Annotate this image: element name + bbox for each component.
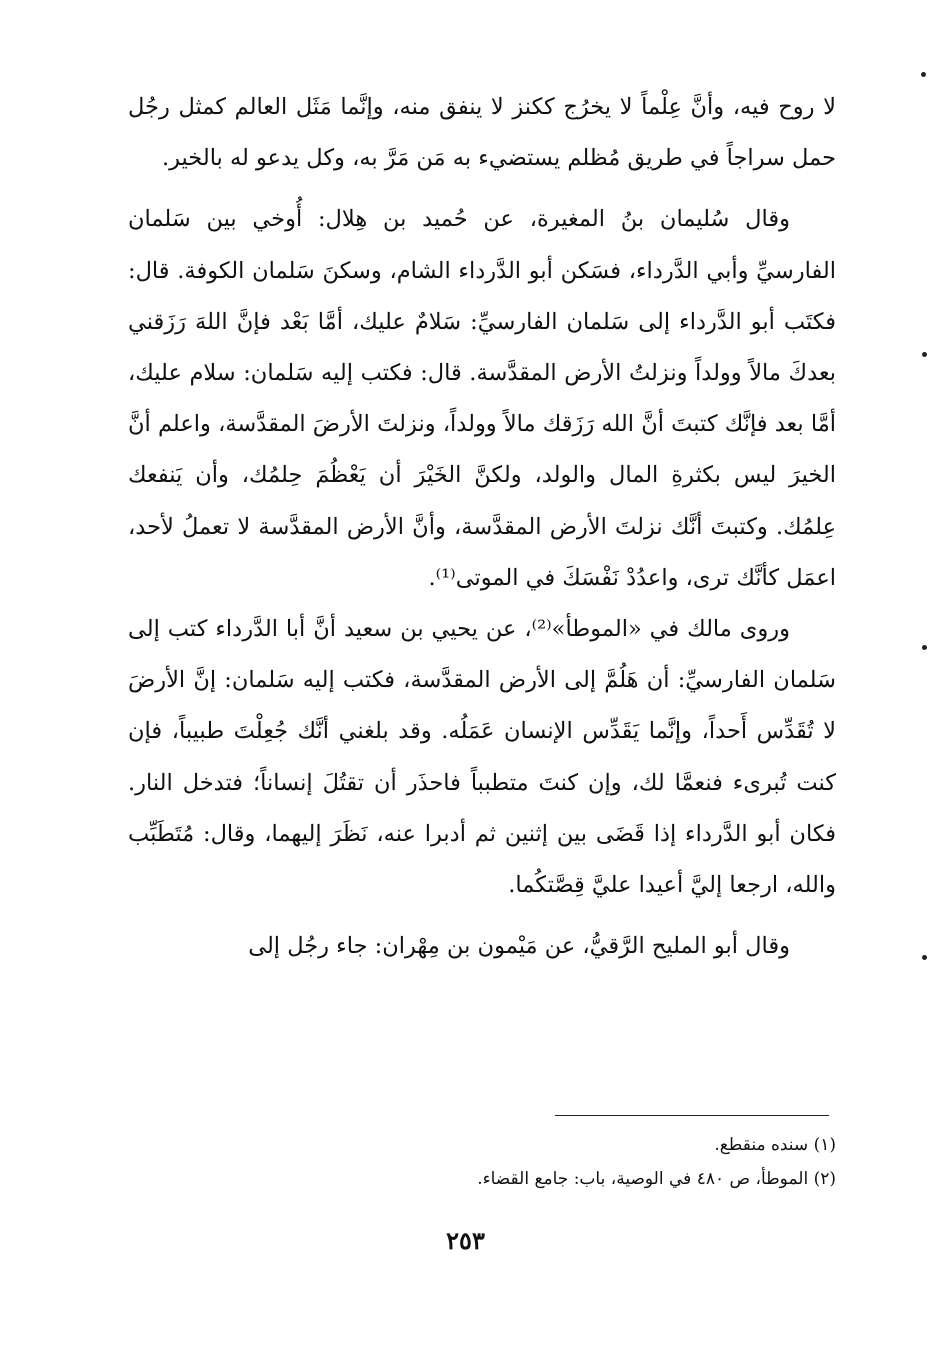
footnotes — [128, 1128, 836, 1196]
scan-mark — [922, 645, 927, 650]
paragraph-1: لا روح فيه، وأنَّ عِلْماً لا يخرُج ككنز لا ينفق منه، وإنَّما مَثَل العالم كمثل رجُل حمل سراجاً في طريق مُظلم يستضيء به مَن مَرَّ به، وكل يدعو له بالخير. — [128, 94, 836, 172]
footnote-divider — [555, 1115, 829, 1116]
footnote-1: (١) سنده منقطع. — [714, 1135, 836, 1155]
paragraph-3: وروى مالك في «الموطأ»⁽²⁾، عن يحيي بن سعيد أنَّ أبا الدَّرداء كتب إلى سَلمان الفارسيِّ: أن هَلُمَّ إلى الأرض المقدَّسة، فكتب إليه سَلمان: إنَّ الأرضَ لا تُقَدِّس أَحداً، وإنَّما يَقَدِّس الإنسان عَمَلُه. وقد بلغني أنَّك جُعِلْتَ طبيباً، فإن كنت تُبرىء فنعمَّا لك، وإن كنتَ متطبباً فاحذَر أن تقتُلَ إنساناً؛ فتدخل النار. فكان أبو الدَّرداء إذا قَضَى بين إثنين ثم أدبرا عنه، نَظَرَ إليهما، وقال: مُتَطَبِّب والله، ارجعا إليَّ أعيدا عليَّ قِصَّتكُما. — [128, 616, 836, 899]
paragraph-4: وقال أبو المليح الرَّقيُّ، عن مَيْمون بن مِهْران: جاء رجُل إلى — [248, 933, 790, 960]
scan-mark — [922, 352, 927, 357]
page-number: ٢٥٣ — [446, 1226, 485, 1255]
footnote-2: (٢) الموطأ، ص ٤٨٠ في الوصية، باب: جامع القضاء. — [477, 1169, 836, 1189]
scan-mark — [921, 72, 926, 77]
main-text — [128, 82, 836, 972]
paragraph-2: وقال سُليمان بنُ المغيرة، عن حُميد بن هِلال: أُوخي بين سَلمان الفارسيِّ وأبي الدَّرداء، فسَكن أبو الدَّرداء الشام، وسكنَ سَلمان الكوفة. قال: فكتَب أبو الدَّرداء إلى سَلمان الفارسيِّ: سَلامٌ عليك، أمَّا بَعْد فإنَّ اللهَ رَزَقني بعدكَ مالاً وولداً ونزلتُ الأرض المقدَّسة. قال: فكتب إليه سَلمان: سلام عليك، أمَّا بعد فإنَّك كتبتَ أنَّ الله رَزَقك مالاً وولداً، ونزلتَ الأرضَ المقدَّسة، واعلم أنَّ الخيرَ ليس بكثرةِ المال والولد، ولكنَّ الخَيْرَ أن يَعْظُمَ حِلمُك، وأن يَنفعك عِلمُك. وكتبتَ أنَّك نزلتَ الأرض المقدَّسة، وأنَّ الأرض المقدَّسة لا تعملُ لأحد، اعمَل كأنَّك ترى، واعدُدْ نَفْسَكَ في الموتى⁽¹⁾. — [128, 206, 836, 591]
scan-mark — [922, 955, 927, 960]
